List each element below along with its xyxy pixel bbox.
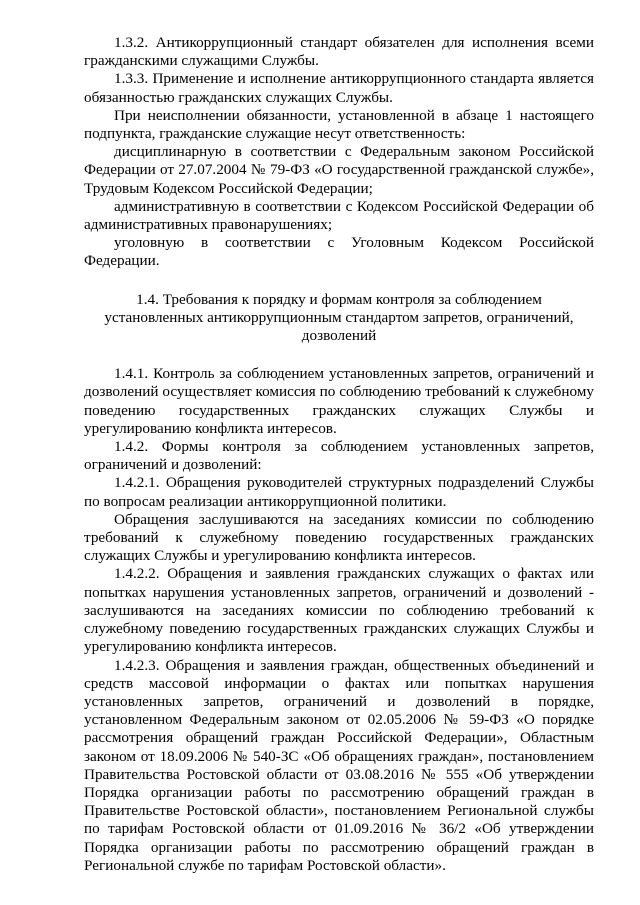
paragraph-1-4-1: 1.4.1. Контроль за соблюдением установленных запретов, ограничений и дозволений осуществляет комиссия по соблюдению требований к служебному поведению государственных гражданских служащих Службы и урегулированию конфликта интересов. [84, 365, 594, 437]
paragraph-criminal: уголовную в соответствии с Уголовным Кодексом Российской Федерации. [84, 234, 594, 270]
paragraph-1-4-2: 1.4.2. Формы контроля за соблюдением установленных запретов, ограничений и дозволений: [84, 438, 594, 474]
paragraph-disciplinary: дисциплинарную в соответствии с Федеральным законом Российской Федерации от 27.07.2004 № 79-ФЗ «О государственной гражданской службе», Трудовым Кодексом Российской Федерации; [84, 143, 594, 197]
paragraph-1-4-2-2: 1.4.2.2. Обращения и заявления гражданских служащих о фактах или попытках нарушения установленных запретов, ограничений и дозволений - заслушиваются на заседаниях комиссии по соблюдению требований к служебному поведению государственных гражданских служащих Службы и урегулированию конфликта интересов. [84, 565, 594, 656]
paragraph-1-3-2: 1.3.2. Антикоррупционный стандарт обязателен для исполнения всеми гражданскими служащими Службы. [84, 34, 594, 70]
paragraph-1-4-2-3: 1.4.2.3. Обращения и заявления граждан, общественных объединений и средств массовой информации о фактах или попытках нарушения установленных запретов, ограничений и дозволений в порядке, установленном Федеральным законом от 02.05.2006 № 59-ФЗ «О порядке рассмотрения обращений граждан Российской Федерации», Областным законом от 18.09.2006 № 540-ЗС «Об обращениях граждан», постановлением Правительства Ростовской области от 03.08.2016 № 555 «Об утверждении Порядка организации работы по рассмотрению обращений граждан в Правительстве Ростовской области», постановлением Региональной службы по тарифам Ростовской области от 01.09.2016 № 36/2 «Об утверждении Порядка организации работы по рассмотрению обращений граждан в Региональной службе по тарифам Ростовской области». [84, 656, 594, 874]
paragraph-liability-intro: При неисполнении обязанности, установленной в абзаце 1 настоящего подпункта, гражданские служащие несут ответственность: [84, 106, 594, 143]
paragraph-1-3-3: 1.3.3. Применение и исполнение антикоррупционного стандарта является обязанностью гражданских служащих Службы. [84, 70, 594, 106]
paragraph-hearings: Обращения заслушиваются на заседаниях комиссии по соблюдению требований к служебному поведению государственных гражданских служащих Службы и урегулированию конфликта интересов. [84, 510, 594, 565]
paragraph-administrative: административную в соответствии с Кодексом Российской Федерации об административных правонарушениях; [84, 197, 594, 234]
paragraph-1-4-2-1: 1.4.2.1. Обращения руководителей структурных подразделений Службы по вопросам реализации антикоррупционной политики. [84, 474, 594, 510]
section-heading-1-4: 1.4. Требования к порядку и формам контроля за соблюдением установленных антикоррупционным стандартом запретов, ограничений, дозволений [104, 290, 574, 345]
